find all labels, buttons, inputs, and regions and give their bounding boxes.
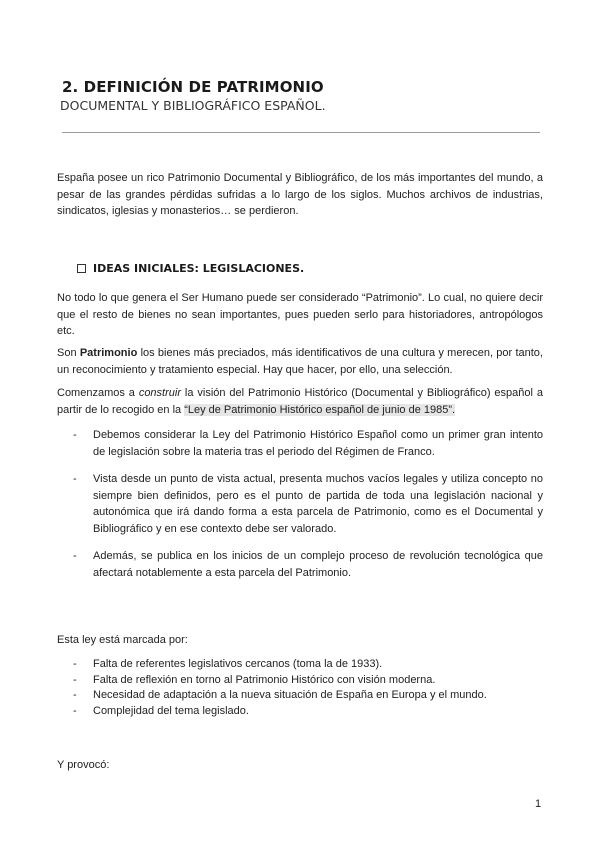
list-item [73,673,543,689]
bullet-dash: - [73,673,77,686]
bullet-dash: - [73,704,77,717]
paragraph-3-prefix: Comenzamos a [57,387,139,399]
paragraph-2 [57,345,543,378]
paragraph-2-suffix: los bienes más preciados, más identificativos de una cultura y merecen, por tanto, un reconocimiento y tratamiento especial. Hay que hacer, por ello, una selección. [57,347,543,376]
paragraph-3-italic: construir [138,387,181,399]
horizontal-rule [62,132,540,133]
list-item-text: Falta de referentes legislativos cercanos (toma la de 1933). [93,658,383,670]
paragraph-5: Y provocó: [57,759,110,771]
list-item [73,704,543,720]
section-heading-text: IDEAS INICIALES: LEGISLACIONES. [93,262,305,275]
paragraph-3-highlight: “Ley de Patrimonio Histórico español de junio de 1985”. [184,403,456,416]
paragraph-3-middle: la visión del Patrimonio Histórico (Documental y Bibliográfico) español a partir de lo recogido en la [57,387,543,416]
page-title: 2. DEFINICIÓN DE PATRIMONIO [62,78,324,96]
list-item-text: Además, se publica en los inicios de un complejo proceso de revolución tecnológica que afectará notablemente a esta parcela del Patrimonio. [93,550,543,579]
page-subtitle: DOCUMENTAL Y BIBLIOGRÁFICO ESPAÑOL. [60,98,326,113]
list-item-text: Vista desde un punto de vista actual, presenta muchos vacíos legales y utiliza concepto no siempre bien definidos, pero es el punto de partida de toda una legislación nacional y autonómica que irá dando forma a esta parcela de Patrimonio, como es el Documental y Bibliográfico y en ese contexto debe ser valorado. [93,473,543,535]
marked-by-list [73,657,543,719]
list-item-text: Complejidad del tema legislado. [93,704,249,717]
intro-paragraph: España posee un rico Patrimonio Documental y Bibliográfico, de los más importantes del mundo, a pesar de las grandes pérdidas sufridas a lo largo de los siglos. Muchos archivos de industrias, sindicatos, iglesias y monasterios… se perdieron. [57,172,543,217]
bullet-list [73,427,543,592]
list-item-text: Necesidad de adaptación a la nueva situación de España en Europa y el mundo. [93,689,487,701]
list-item [73,427,543,460]
bullet-dash: - [73,550,77,562]
checkbox-icon [77,264,86,273]
list-item-text: Debemos considerar la Ley del Patrimonio Histórico Español como un primer gran intento de legislación sobre la materia tras el periodo del Régimen de Franco. [93,429,543,458]
list-item [73,688,543,704]
bullet-dash: - [73,429,77,441]
list-item-text: Falta de reflexión en torno al Patrimonio Histórico con visión moderna. [93,673,436,686]
paragraph-4: Esta ley está marcada por: [57,634,188,646]
bullet-dash: - [73,473,77,485]
section-heading [77,262,304,275]
page-number: 1 [535,798,542,810]
paragraph-2-bold: Patrimonio [79,347,138,359]
bullet-dash: - [73,689,77,701]
list-item [73,548,543,581]
paragraph-3 [57,385,543,418]
paragraph-1: No todo lo que genera el Ser Humano puede ser considerado “Patrimonio”. Lo cual, no quiere decir que el resto de bienes no sean importantes, pues pueden serlo para historiadores, antropólogos etc. [57,292,543,337]
list-item [73,657,543,673]
list-item [73,471,543,537]
paragraph-2-prefix: Son [57,347,80,359]
bullet-dash: - [73,658,77,670]
